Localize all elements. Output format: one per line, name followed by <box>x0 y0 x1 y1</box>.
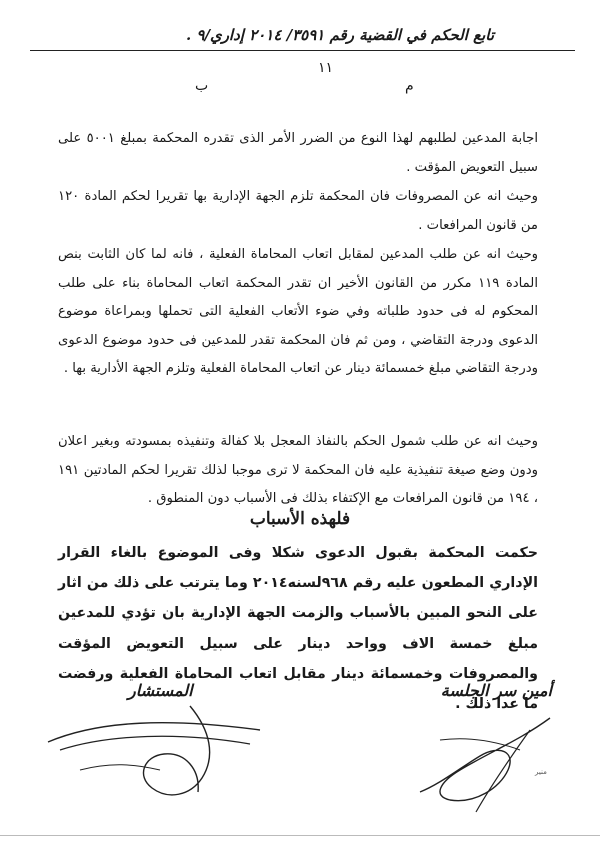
paragraph-attorney-fees: وحيث انه عن طلب المدعين لمقابل اتعاب المحاماة الفعلية ، فانه لما كان الثابت بنص المادة ١١٩ مكرر من القانون الأخير ان تقدر المحكمة اتعاب المحاماة بناء على طلب المحكوم له فى حدود طلباته وفي ضوء الأتعاب الفعلية التى تحملها وبمراعاة موضوع الدعوى ودرجة التقاضي ، ومن ثم فان المحكمة تقدر للمدعين فى حدود موضوع الدعوى ودرجة التقاضي مبلغ خمسمائة دينار عن اتعاب المحاماة الفعلية وتلزم الجهة الأدارية بها . <box>58 247 538 377</box>
paragraph-expenses: وحيث انه عن المصروفات فان المحكمة تلزم الجهة الإدارية بها تقريرا لحكم المادة ١٢٠ من قانون المرافعات . <box>58 189 538 233</box>
counselor-label: المستشار <box>128 681 193 700</box>
paragraph-execution: وحيث انه عن طلب شمول الحكم بالنفاذ المعجل بلا كفالة وتنفيذه بمسودته وبغير اعلان ودون وضع صيغة تنفيذية عليه فان المحكمة لا ترى موجبا لذلك تقريرا لحكم المادتين ١٩١ ، ١٩٤ من قانون المرافعات مع الإكتفاء بذلك فى الأسباب دون المنطوق . <box>58 434 538 507</box>
secretary-signature <box>380 700 570 820</box>
secretary-label: أمين سر الجلسة <box>440 681 552 700</box>
verdict-heading: فلهذه الأسباب <box>249 509 351 529</box>
running-header: تابع الحكم في القضية رقم ٣٥٩١/ ٢٠١٤ إداري/٩ . <box>185 26 495 44</box>
header-mark-right: م <box>405 78 414 94</box>
verdict-text: حكمت المحكمة بقبول الدعوى شكلا وفى الموضوع بالغاء القرار الإداري المطعون عليه رقم ٩٦٨لسنه٢٠١٤ وما يترتب على ذلك من اثار على النحو المبين بالأسباب والزمت الجهة الإدارية بان تؤدي للمدعين مبلغ خمسة الاف وواحد دينار على سبيل التعويض المؤقت والمصروفات وخمسمائة دينار مقابل اتعاب المحاماة الفعلية ورفضت ما عدا ذلك . <box>58 545 538 713</box>
footer-mark: منير <box>535 768 547 776</box>
counselor-signature <box>40 700 270 810</box>
header-mark-left: ب <box>195 78 209 94</box>
page-number: ١١ <box>318 60 334 76</box>
paragraph-compensation: اجابة المدعين لطلبهم لهذا النوع من الضرر الأمر الذى تقدره المحكمة بمبلغ ٥٠٠١ على سبيل التعويض المؤقت . <box>58 131 538 175</box>
scan-edge-line <box>0 835 600 836</box>
header-rule <box>30 50 575 51</box>
